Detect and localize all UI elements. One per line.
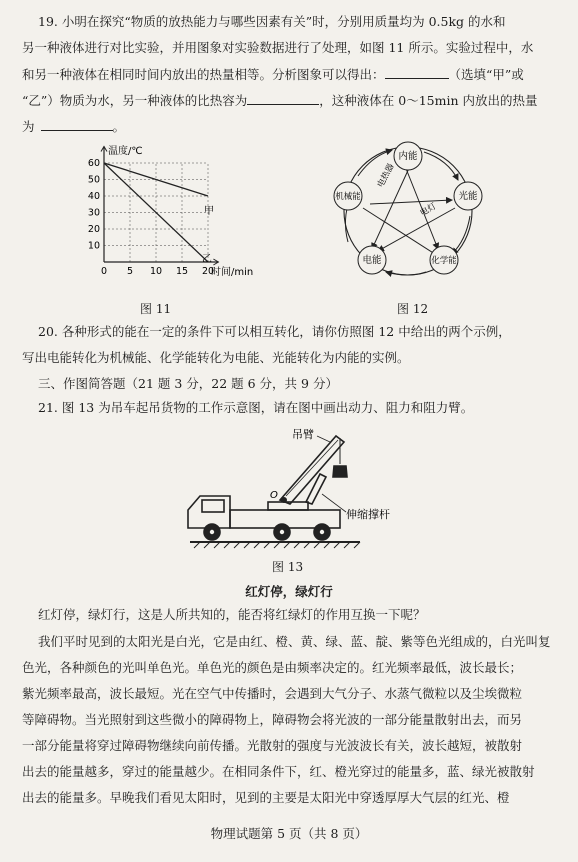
x-axis-label: 时间/min — [211, 267, 254, 278]
article-line-6: 出去的能量越多，穿过的能量越少。在相同条件下，红、橙光穿过的能量多，蓝、绿光被散射 — [22, 764, 535, 779]
q19-line3-tail: （选填“甲”或 — [448, 67, 524, 82]
conversion-arrows — [363, 166, 455, 256]
leader-line-boom — [317, 436, 330, 442]
node-chemical-energy: 化学能 — [431, 256, 457, 266]
figure-13-crane — [180, 422, 420, 552]
label-boom: 吊臂 — [292, 428, 314, 441]
answer-blank-3[interactable] — [41, 118, 113, 131]
answer-blank-1[interactable] — [385, 66, 449, 79]
x-tick-label: 5 — [126, 266, 134, 277]
figure-11-chart — [78, 142, 278, 287]
y-axis-label: 温度/℃ — [108, 146, 143, 157]
article-title: 红灯停，绿灯行 — [245, 584, 333, 599]
q19-line4 — [22, 92, 538, 109]
chart-axes — [101, 147, 218, 266]
article-line-4: 等障碍物。当光照射到这些微小的障碍物上，障碍物会将光波的一部分能量散射出去，而另 — [22, 712, 523, 727]
edge-label-heater: 电热器 — [375, 162, 397, 190]
label-strut: 伸缩撑杆 — [346, 508, 390, 521]
q19-line1: 19. 小明在探究“物质的放热能力与哪些因素有关”时，分别用质量均为 0.5kg 的水和 — [38, 14, 506, 29]
article-line-2: 色光，各种颜色的光叫单色光。单色光的颜色是由频率决定的。红光频率最低，波长最长； — [22, 660, 523, 675]
q19-line5 — [22, 118, 125, 135]
x-tick-label: 10 — [149, 266, 163, 277]
node-internal-energy: 内能 — [398, 151, 418, 162]
q19-line3 — [22, 66, 524, 83]
x-tick-label: 20 — [201, 266, 215, 277]
figure-13-caption: 图 13 — [272, 560, 304, 574]
x-tick-label: 0 — [100, 266, 108, 277]
x-tick-label: 15 — [175, 266, 189, 277]
q19-line4-tail: ，这种液体在 0～15min 内放出的热量 — [319, 93, 538, 108]
article-intro: 红灯停，绿灯行，这是人所共知的，能否将红绿灯的作用互换一下呢？ — [38, 607, 426, 622]
node-electric-energy: 电能 — [362, 255, 382, 266]
q19-line5-tail: 。 — [112, 119, 126, 134]
figure-11-caption: 图 11 — [140, 302, 172, 316]
series-label-jia: 甲 — [204, 206, 214, 217]
node-light-energy: 光能 — [458, 191, 478, 202]
y-tick-label: 30 — [87, 207, 100, 219]
q21-text: 21. 图 13 为吊车起吊货物的工作示意图，请在图中画出动力、阻力和阻力臂。 — [38, 400, 474, 415]
article-line-5: 一部分能量将穿过障碍物继续向前传播。光散射的强度与光波波长有关，波长越短，被散射 — [22, 738, 523, 753]
q19-line3-text: 和另一种液体在相同时间内放出的热量相等。分析图象可以得出： — [22, 67, 385, 82]
section-3-heading: 三、作图简答题（21 题 3 分，22 题 6 分，共 9 分） — [38, 376, 338, 391]
q19-line2: 另一种液体进行对比实验，并用图象对实验数据进行了处理，如图 11 所示。实验过程中，水 — [22, 40, 534, 55]
q19-line4-text: “乙”）物质为水，另一种液体的比热容为 — [22, 93, 248, 108]
y-tick-label: 40 — [87, 191, 100, 202]
q20-line1: 20. 各种形式的能在一定的条件下可以相互转化，请你仿照图 12 中给出的两个示例， — [38, 324, 511, 339]
y-tick-label: 20 — [87, 224, 100, 235]
figure-12-caption: 图 12 — [397, 302, 429, 316]
article-line-7: 出去的能量多。早晚我们看见太阳时，见到的主要是太阳光中穿透厚厚大气层的红光、橙 — [22, 790, 510, 805]
series-label-yi: 乙 — [202, 254, 212, 265]
page-footer: 物理试题第 5 页（共 8 页） — [210, 826, 368, 841]
figure-12-diagram — [330, 136, 486, 286]
pivot-label-o: O — [270, 490, 278, 501]
edge-label-lamp: 电灯 — [418, 201, 439, 219]
article-line-1: 我们平时见到的太阳光是白光，它是由红、橙、黄、绿、蓝、靛、紫等色光组成的，白光叫复 — [38, 634, 551, 649]
y-tick-label: 50 — [87, 174, 100, 186]
q20-line2: 写出电能转化为机械能、化学能转化为电能、光能转化为内能的实例。 — [22, 350, 410, 365]
article-line-3: 紫光频率最高，波长最短。光在空气中传播时，会遇到大气分子、水蒸气微粒以及尘埃微粒 — [22, 686, 523, 701]
chart-ticks — [88, 158, 214, 277]
node-mechanical-energy: 机械能 — [335, 192, 361, 202]
q19-line5-text: 为 — [22, 119, 35, 134]
answer-blank-2[interactable] — [247, 92, 319, 105]
y-tick-label: 60 — [87, 158, 100, 169]
y-tick-label: 10 — [87, 240, 100, 252]
